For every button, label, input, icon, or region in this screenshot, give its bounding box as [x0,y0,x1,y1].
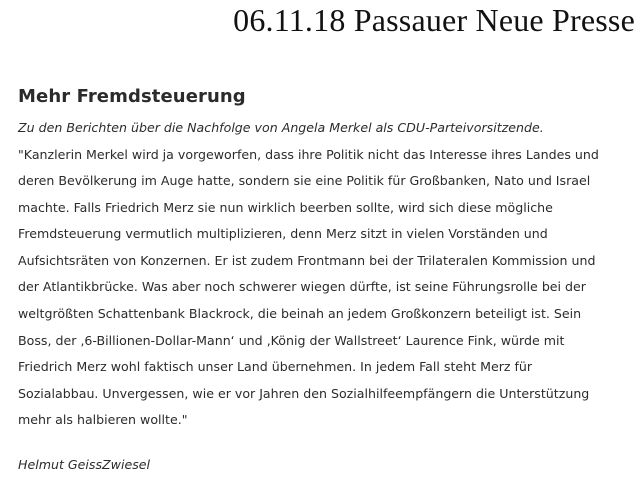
body-line: "Kanzlerin Merkel wird ja vorgeworfen, dass ihre Politik nicht das Interesse ihres Landes und [18,146,599,162]
article-body [18,142,630,435]
body-line: der Atlantikbrücke. Was aber noch schwerer wiegen dürfte, ist seine Führungsrolle bei der [18,279,586,295]
body-line: mehr als halbieren wollte." [18,412,188,428]
letter-article [18,86,630,434]
article-headline: Mehr Fremdsteuerung [18,86,246,107]
body-line: Friedrich Merz wohl faktisch unser Land übernehmen. In jedem Fall steht Merz für [18,359,533,375]
body-line: Fremdsteuerung vermutlich multiplizieren, denn Merz sitzt in vielen Vorständen und [18,226,548,242]
article-author: Helmut GeissZwiesel [18,457,151,472]
body-line: deren Bevölkerung im Auge hatte, sondern sie eine Politik für Großbanken, Nato und Israel [18,173,591,189]
body-line: Sozialabbau. Unvergessen, wie er vor Jahren den Sozialhilfeempfängern die Unterstützung [18,385,590,401]
body-line: machte. Falls Friedrich Merz sie nun wirklich beerben sollte, wird sich diese mögliche [18,199,553,215]
article-intro: Zu den Berichten über die Nachfolge von Angela Merkel als CDU-Parteivorsitzende. [18,120,544,135]
body-line: Boss, der ‚6-Billionen-Dollar-Mann‘ und ‚König der Wallstreet‘ Laurence Fink, würde mit [18,332,565,348]
body-line: weltgrößten Schattenbank Blackrock, die beinah an jedem Großkonzern beteiligt ist. Sein [18,306,582,322]
masthead-date-source: 06.11.18 Passauer Neue Presse [233,2,635,38]
body-line: Aufsichtsräten von Konzernen. Er ist zudem Frontmann bei der Trilateralen Kommission und [18,252,596,268]
